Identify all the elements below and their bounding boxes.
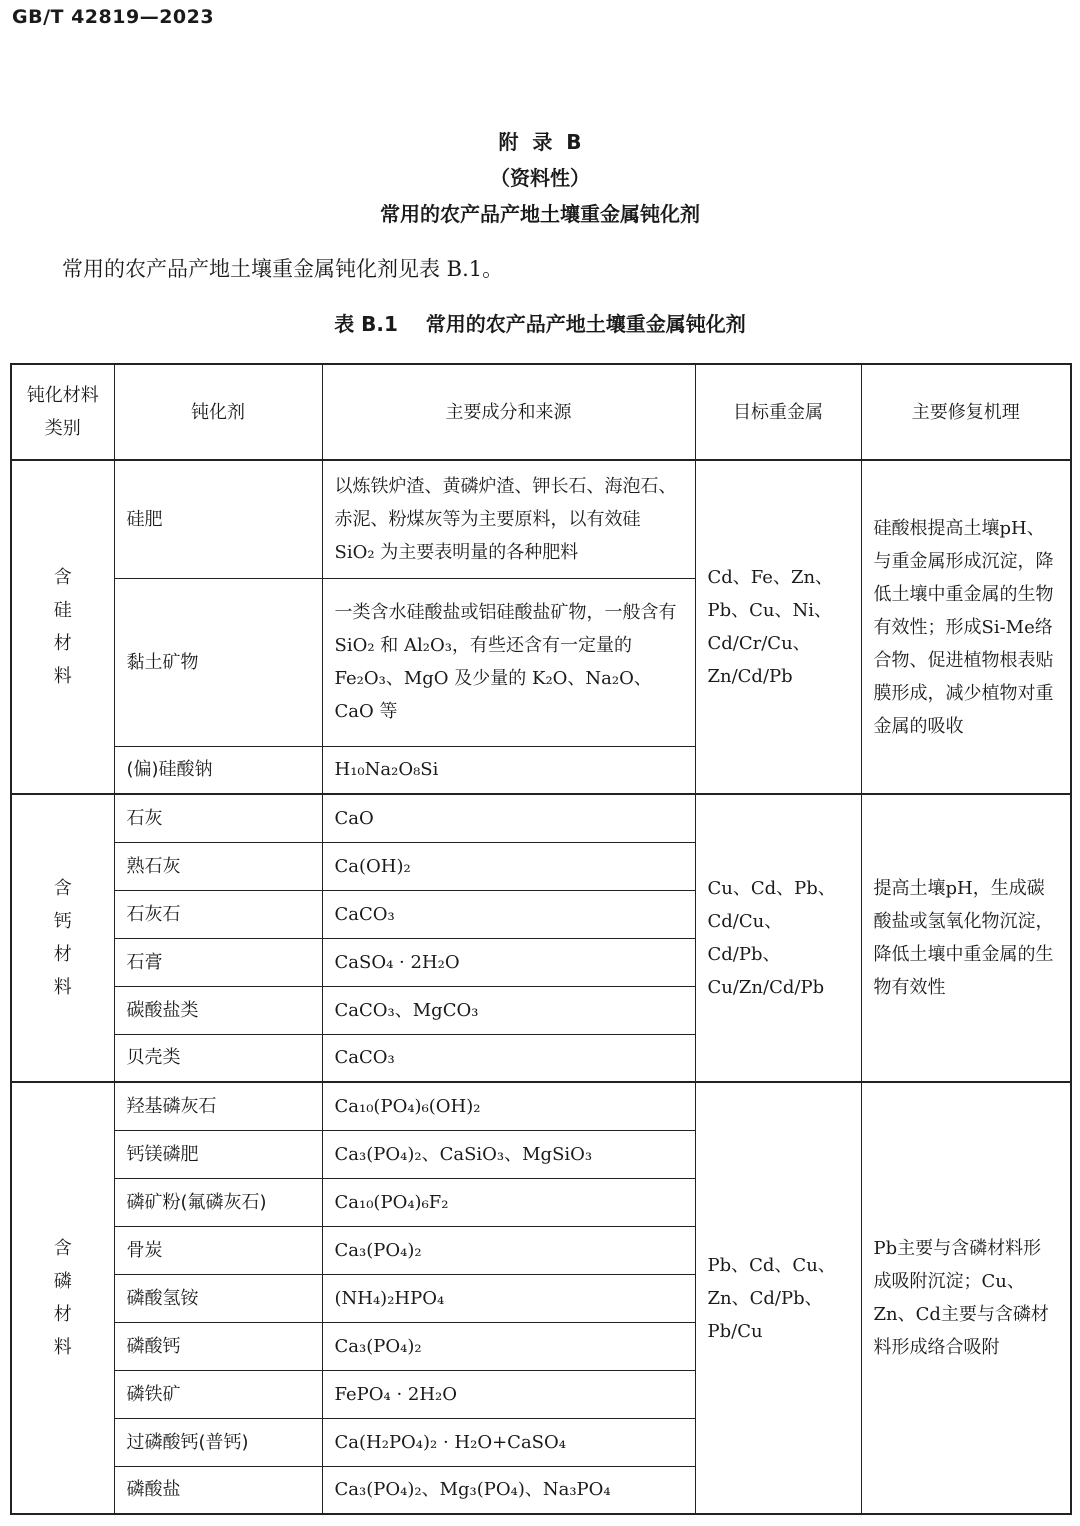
agent-cell: 贝壳类 — [114, 1034, 322, 1082]
composition-cell: Ca₃(PO₄)₂、CaSiO₃、MgSiO₃ — [322, 1130, 695, 1178]
composition-cell: H₁₀Na₂O₈Si — [322, 746, 695, 794]
target-metal-cell: Pb、Cd、Cu、Zn、Cd/Pb、Pb/Cu — [695, 1082, 861, 1514]
composition-cell: Ca₃(PO₄)₂ — [322, 1226, 695, 1274]
intro-paragraph: 常用的农产品产地土壤重金属钝化剂见表 B.1。 — [62, 257, 504, 281]
agent-cell: 骨炭 — [114, 1226, 322, 1274]
agent-cell: 磷铁矿 — [114, 1370, 322, 1418]
agent-cell: 磷酸钙 — [114, 1322, 322, 1370]
table-caption: 表 B.1 常用的农产品产地土壤重金属钝化剂 — [334, 312, 746, 336]
agent-cell: 羟基磷灰石 — [114, 1082, 322, 1130]
header-target: 目标重金属 — [695, 364, 861, 460]
appendix-nature: （资料性） — [490, 166, 590, 190]
agent-cell: 过磷酸钙(普钙) — [114, 1418, 322, 1466]
composition-cell: 以炼铁炉渣、黄磷炉渣、钾长石、海泡石、赤泥、粉煤灰等为主要原料，以有效硅 SiO₂ 为主要表明量的各种肥料 — [322, 460, 695, 578]
category-cell — [11, 460, 114, 794]
category-cell — [11, 1082, 114, 1514]
composition-cell: CaCO₃、MgCO₃ — [322, 986, 695, 1034]
header-agent: 钝化剂 — [114, 364, 322, 460]
target-metal-cell: Cd、Fe、Zn、Pb、Cu、Ni、Cd/Cr/Cu、Zn/Cd/Pb — [695, 460, 861, 794]
agent-cell: 石膏 — [114, 938, 322, 986]
table-row — [11, 794, 1071, 842]
agent-cell: 石灰 — [114, 794, 322, 842]
agent-cell: 硅肥 — [114, 460, 322, 578]
mechanism-cell: 提高土壤pH，生成碳酸盐或氢氧化物沉淀，降低土壤中重金属的生物有效性 — [861, 794, 1071, 1082]
composition-cell: CaO — [322, 794, 695, 842]
header-category: 钝化材料类别 — [11, 364, 114, 460]
header-composition: 主要成分和来源 — [322, 364, 695, 460]
composition-cell: CaSO₄ · 2H₂O — [322, 938, 695, 986]
agent-cell: 磷矿粉(氟磷灰石) — [114, 1178, 322, 1226]
mechanism-cell: Pb主要与含磷材料形成吸附沉淀；Cu、Zn、Cd主要与含磷材料形成络合吸附 — [861, 1082, 1071, 1514]
composition-cell: Ca(H₂PO₄)₂ · H₂O+CaSO₄ — [322, 1418, 695, 1466]
passivator-table — [10, 363, 1072, 1515]
table-header-row — [11, 364, 1071, 460]
category-cell — [11, 794, 114, 1082]
agent-cell: 石灰石 — [114, 890, 322, 938]
composition-cell: Ca₁₀(PO₄)₆(OH)₂ — [322, 1082, 695, 1130]
composition-cell: (NH₄)₂HPO₄ — [322, 1274, 695, 1322]
agent-cell: (偏)硅酸钠 — [114, 746, 322, 794]
composition-cell: Ca₃(PO₄)₂ — [322, 1322, 695, 1370]
category-label: 含硅材料 — [53, 567, 72, 687]
standard-code: GB/T 42819—2023 — [12, 6, 215, 28]
agent-cell: 磷酸氢铵 — [114, 1274, 322, 1322]
table-row — [11, 460, 1071, 578]
composition-cell: CaCO₃ — [322, 890, 695, 938]
table-row — [11, 1082, 1071, 1130]
composition-cell: CaCO₃ — [322, 1034, 695, 1082]
agent-cell: 磷酸盐 — [114, 1466, 322, 1514]
mechanism-cell: 硅酸根提高土壤pH、与重金属形成沉淀，降低土壤中重金属的生物有效性；形成Si-Me络合物、促进植物根表贴膜形成，减少植物对重金属的吸收 — [861, 460, 1071, 794]
composition-cell: 一类含水硅酸盐或铝硅酸盐矿物，一般含有 SiO₂ 和 Al₂O₃，有些还含有一定量的 Fe₂O₃、MgO 及少量的 K₂O、Na₂O、CaO 等 — [322, 578, 695, 746]
appendix-title: 常用的农产品产地土壤重金属钝化剂 — [380, 202, 700, 226]
composition-cell: Ca₃(PO₄)₂、Mg₃(PO₄)、Na₃PO₄ — [322, 1466, 695, 1514]
composition-cell: Ca(OH)₂ — [322, 842, 695, 890]
appendix-label: 附 录 B — [498, 130, 582, 154]
composition-cell: FePO₄ · 2H₂O — [322, 1370, 695, 1418]
agent-cell: 熟石灰 — [114, 842, 322, 890]
composition-cell: Ca₁₀(PO₄)₆F₂ — [322, 1178, 695, 1226]
category-label: 含钙材料 — [53, 878, 72, 998]
agent-cell: 钙镁磷肥 — [114, 1130, 322, 1178]
agent-cell: 碳酸盐类 — [114, 986, 322, 1034]
target-metal-cell: Cu、Cd、Pb、Cd/Cu、Cd/Pb、Cu/Zn/Cd/Pb — [695, 794, 861, 1082]
header-mechanism: 主要修复机理 — [861, 364, 1071, 460]
agent-cell: 黏土矿物 — [114, 578, 322, 746]
category-label: 含磷材料 — [53, 1238, 72, 1358]
